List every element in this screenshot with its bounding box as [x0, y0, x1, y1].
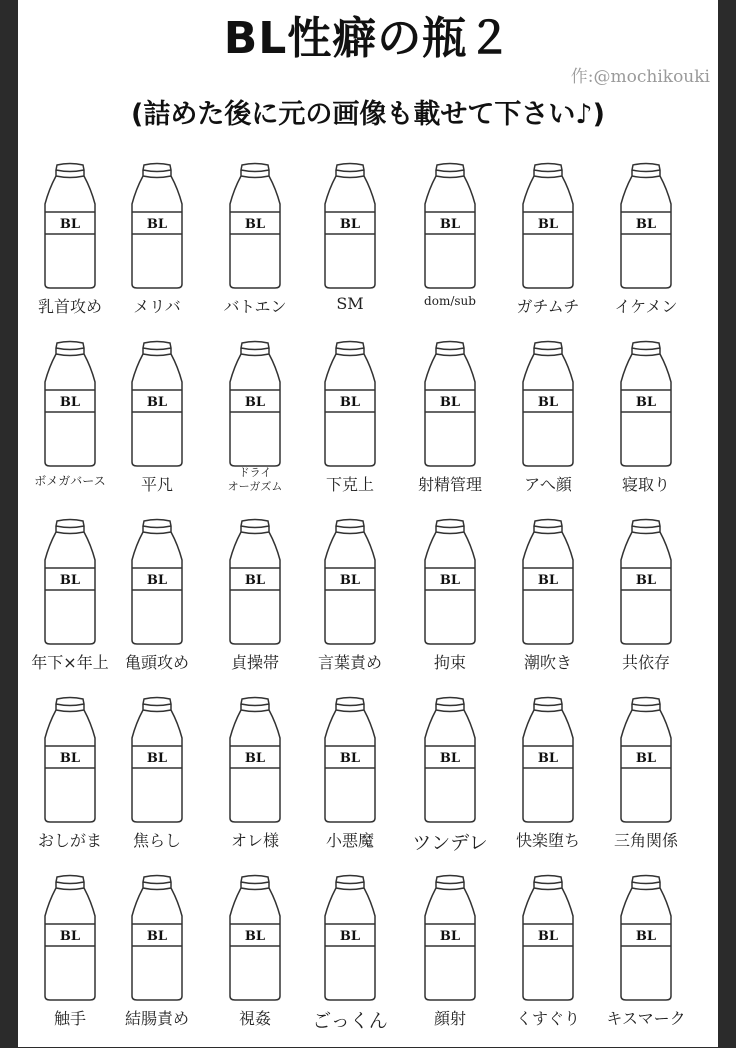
bottle-label: BL [635, 573, 657, 588]
bottle-label: BL [339, 395, 361, 410]
bottle-caption: キスマーク [606, 1009, 686, 1028]
bottle-caption: 結腸責め [124, 1009, 189, 1028]
bottle-label: BL [537, 573, 559, 588]
bottle-label: BL [146, 217, 168, 232]
bottle-icon [127, 340, 187, 468]
bottle-caption: dom/sub [424, 294, 476, 308]
bottle-cell [300, 158, 400, 336]
bottle-caption: 三角関係 [613, 831, 678, 850]
bottle-cell [596, 870, 696, 1048]
bottle-label: BL [59, 751, 81, 766]
bottle-label: BL [59, 395, 81, 410]
page-title: BL性癖の瓶２ [223, 13, 513, 64]
bottle-caption: ボメガバース [34, 474, 106, 488]
bottle-label: BL [59, 573, 81, 588]
bottle-label: BL [244, 395, 266, 410]
bottle-icon [225, 340, 285, 468]
bottle-caption: 触手 [53, 1009, 86, 1028]
bottle-icon [225, 162, 285, 290]
bottle-cell [300, 870, 400, 1048]
bottle-caption: 平凡 [140, 475, 173, 494]
bottle-caption: 言葉責め [317, 653, 382, 672]
bottle-cell [400, 514, 500, 692]
bottle-cell [107, 514, 207, 692]
bottle-label: BL [339, 929, 361, 944]
bottle-icon [40, 340, 100, 468]
bottle-caption: 焦らし [132, 831, 181, 850]
bottle-label: BL [339, 217, 361, 232]
bottle-caption: メリバ [133, 297, 181, 316]
bottle-icon [320, 696, 380, 824]
bottle-icon [320, 874, 380, 1002]
bottle-icon [320, 518, 380, 646]
bottle-caption: 寝取り [621, 475, 670, 494]
bottle-cell [400, 870, 500, 1048]
bottle-icon [225, 696, 285, 824]
bottle-caption: ガチムチ [516, 297, 580, 316]
bottle-icon [420, 162, 480, 290]
bottle-label: BL [635, 395, 657, 410]
bottle-icon [616, 162, 676, 290]
bottle-row [20, 158, 716, 336]
bottle-cell [107, 158, 207, 336]
bottle-icon [320, 162, 380, 290]
bottle-cell [596, 514, 696, 692]
bottle-icon [225, 874, 285, 1002]
bottle-icon [518, 696, 578, 824]
bottle-icon [320, 340, 380, 468]
bottle-caption: ツンデレ [412, 832, 488, 854]
bottle-caption: 潮吹き [523, 653, 572, 672]
bottle-icon [616, 518, 676, 646]
bottle-cell [400, 692, 500, 870]
bottle-label: BL [146, 395, 168, 410]
bottle-icon [616, 874, 676, 1002]
bottle-label: BL [244, 217, 266, 232]
bottle-icon [616, 696, 676, 824]
bottle-caption: ごっくん [312, 1010, 388, 1032]
bottle-icon [518, 874, 578, 1002]
bottle-cell [596, 158, 696, 336]
bottle-caption: 快楽堕ち [515, 831, 580, 850]
bottle-cell [300, 336, 400, 514]
bottle-caption: 貞操帯 [230, 653, 279, 672]
bottle-cell [498, 514, 598, 692]
bottle-caption: バトエン [223, 297, 287, 316]
bottle-caption: 年下×年上 [31, 653, 109, 672]
bottle-icon [420, 874, 480, 1002]
bottle-label: BL [59, 929, 81, 944]
bottle-cell [498, 158, 598, 336]
bottle-label: BL [339, 751, 361, 766]
bottle-label: BL [635, 217, 657, 232]
bottle-icon [518, 340, 578, 468]
bottle-label: BL [244, 929, 266, 944]
bottle-label: BL [439, 217, 461, 232]
bottle-icon [616, 340, 676, 468]
bottle-caption: おしがま [37, 831, 102, 850]
bottle-label: BL [146, 929, 168, 944]
bottle-label: BL [537, 395, 559, 410]
bottle-label: BL [146, 573, 168, 588]
bottle-caption: ドライ オーガズム [227, 466, 283, 493]
bottle-cell [498, 870, 598, 1048]
bottle-label: BL [635, 929, 657, 944]
bottle-icon [127, 696, 187, 824]
bottle-caption: アへ顔 [524, 475, 572, 494]
bottle-label: BL [537, 929, 559, 944]
bottle-icon [40, 696, 100, 824]
bottle-label: BL [439, 573, 461, 588]
bottle-cell [300, 692, 400, 870]
bottle-cell [400, 158, 500, 336]
bottle-caption: 乳首攻め [37, 297, 102, 316]
bottle-icon [127, 518, 187, 646]
bottle-icon [40, 162, 100, 290]
bottle-icon [127, 874, 187, 1002]
bottle-caption: 共依存 [621, 653, 670, 672]
bottle-icon [127, 162, 187, 290]
bottle-grid [20, 158, 716, 1048]
bottle-caption: 小悪魔 [325, 831, 374, 850]
bottle-icon [420, 518, 480, 646]
bottle-cell [107, 692, 207, 870]
bottle-caption: くすぐり [515, 1009, 580, 1028]
bottle-cell [300, 514, 400, 692]
bottle-icon [40, 518, 100, 646]
bottle-label: BL [244, 751, 266, 766]
page-subtitle: (詰めた後に元の画像も載せて下さい♪) [131, 99, 605, 130]
bottle-cell [107, 870, 207, 1048]
credit-text: 作:@mochikouki [570, 67, 710, 87]
bottle-row [20, 514, 716, 692]
bottle-caption: 下克上 [325, 475, 374, 494]
bottle-cell [596, 336, 696, 514]
bottle-icon [518, 518, 578, 646]
bottle-caption: 視姦 [238, 1009, 271, 1028]
bottle-row [20, 336, 716, 514]
bottle-icon [225, 518, 285, 646]
bottle-label: BL [635, 751, 657, 766]
bottle-icon [40, 874, 100, 1002]
bottle-caption: 顔射 [433, 1009, 466, 1028]
bottle-icon [420, 340, 480, 468]
bottle-caption: イケメン [614, 297, 678, 316]
bottle-caption: SM [336, 294, 364, 313]
bottle-caption: 射精管理 [417, 475, 482, 494]
bottle-cell [498, 336, 598, 514]
bottle-label: BL [537, 217, 559, 232]
bottle-cell [400, 336, 500, 514]
bottle-label: BL [439, 395, 461, 410]
bottle-label: BL [146, 751, 168, 766]
bottle-icon [420, 696, 480, 824]
bottle-label: BL [339, 573, 361, 588]
bottle-label: BL [537, 751, 559, 766]
bottle-row [20, 692, 716, 870]
bottle-caption: 亀頭攻め [124, 653, 189, 672]
bottle-icon [518, 162, 578, 290]
bottle-cell [107, 336, 207, 514]
bottle-label: BL [59, 217, 81, 232]
bottle-row [20, 870, 716, 1048]
bottle-label: BL [244, 573, 266, 588]
bottle-caption: オレ様 [230, 831, 279, 850]
bottle-label: BL [439, 751, 461, 766]
bottle-cell [498, 692, 598, 870]
bottle-cell [596, 692, 696, 870]
bottle-label: BL [439, 929, 461, 944]
bottle-caption: 拘束 [433, 653, 466, 672]
